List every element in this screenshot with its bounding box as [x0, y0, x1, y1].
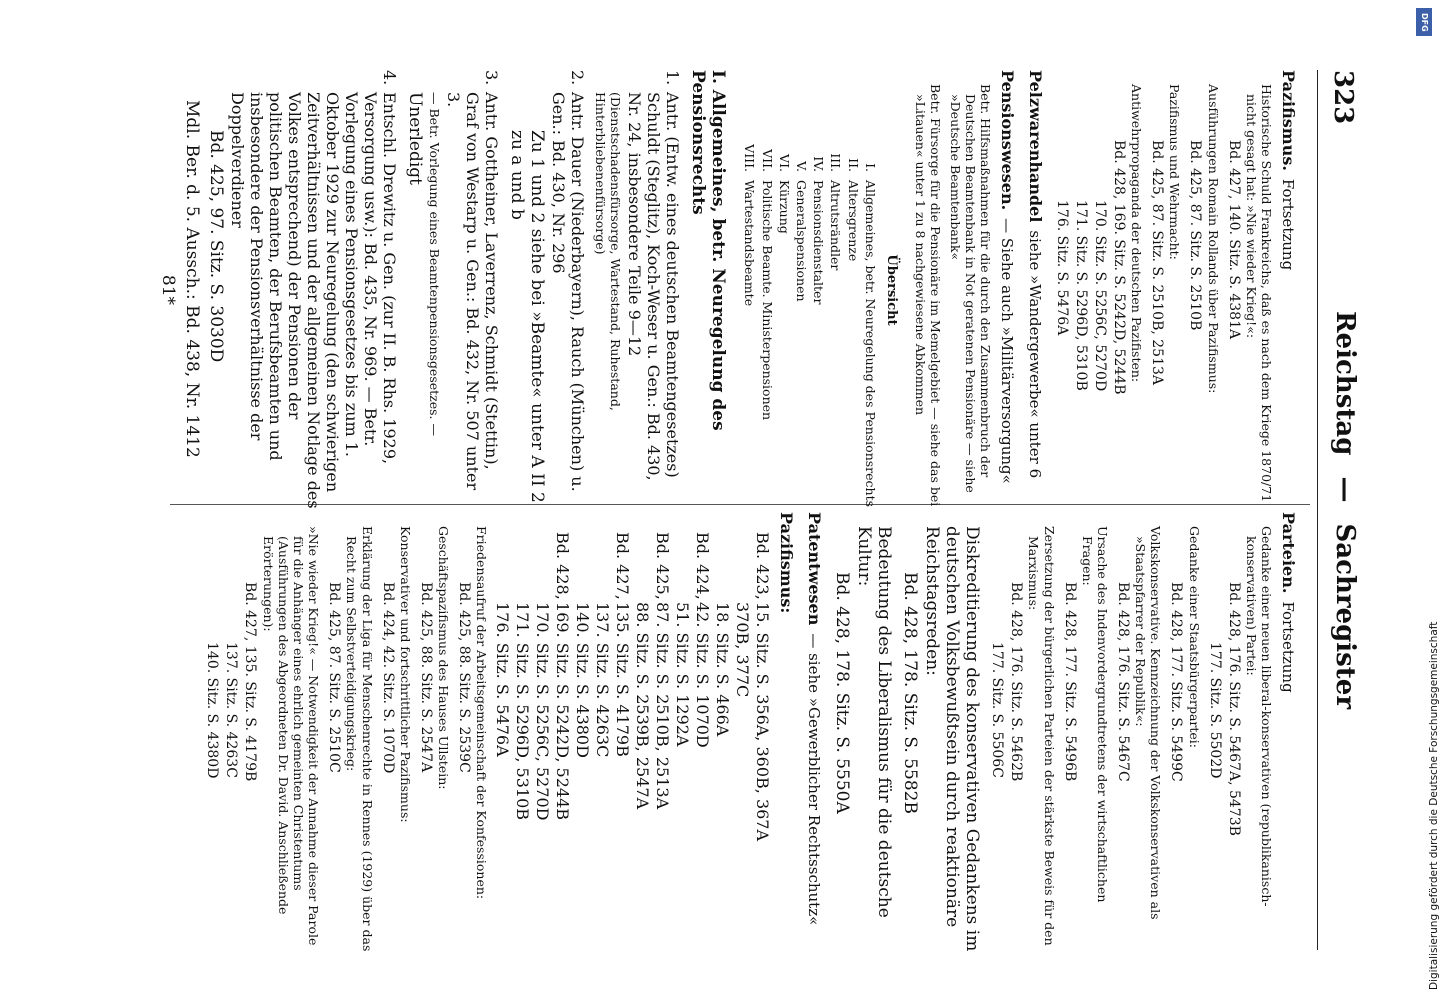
- pazifismus-reference-row: [553, 532, 572, 952]
- sitting-reference: 88. Sitz. S. 2539B, 2547A: [633, 602, 653, 810]
- overview-roman: VI.: [776, 154, 792, 172]
- overview-item: [777, 130, 792, 510]
- index-reference: Bd. 425, 87. Sitz. S. 2510B: [1187, 140, 1204, 331]
- index-entry: Betr. Fürsorge für die Pensionäre im Memelgebiet — siehe das bei »Litauen« unter 1 zu 8 nachgewiesene Abkommen: [913, 84, 944, 507]
- index-reference: 170. Sitz. S. 5256C, 5270D: [1091, 200, 1108, 392]
- overview-roman: IV.: [811, 156, 827, 172]
- pazifismus-reference-list: [493, 512, 772, 952]
- sitting-reference: 135. Sitz. S. 4179B: [613, 602, 633, 757]
- sitting-reference: 87. Sitz. S. 2510B, 2513A: [653, 602, 673, 810]
- column-left-printed: [201, 512, 1306, 952]
- index-reference: 177. Sitz. S. 5502D: [1206, 642, 1223, 779]
- index-entry: Ausführungen Romain Rollands über Pazifismus:: [1205, 84, 1221, 394]
- volume-label: Bd. 428,: [553, 532, 573, 600]
- overview-list: [742, 70, 878, 510]
- overview-roman: VII.: [759, 149, 775, 172]
- entry-status: Unerledigt: [405, 92, 426, 185]
- overview-text: Pensionsdienstalter: [811, 180, 827, 305]
- index-reference: Bd. 428, 178. Sitz. S. 5550A: [832, 572, 853, 814]
- volume-label: [633, 532, 652, 602]
- index-reference: Bd. 428, 176. Sitz. S. 5467C: [1114, 582, 1131, 782]
- numbered-entry: 2. Antr. Dauer (Niederbayern), Rauch (München) u. Gen.: Bd. 430, Nr. 296: [549, 70, 588, 492]
- overview-item: [759, 130, 774, 510]
- running-title: [1330, 70, 1360, 950]
- volume-label: [593, 532, 612, 602]
- page-number: 323: [1328, 70, 1358, 125]
- volume-label: Bd. 427,: [613, 532, 633, 600]
- pensionswesen-heading: Pensionswesen.— Siehe auch »Militärversorgung«: [997, 70, 1017, 484]
- overview-roman: I.: [862, 163, 878, 172]
- index-entry: Pazifismus und Wehrmacht:: [1167, 84, 1183, 260]
- overview-item: [828, 130, 843, 510]
- numbered-entry: 4. Entschl. Drewitz u. Gen. (zur II. B. Rhs. 1929, Versorgung usw.): Bd. 435, Nr. 969. — Betr. Vorlegung eines Pensionsgesetzes bis zum 1. Oktober 1929 zur Neuregelung (den schwierigen Zeitverhältnissen und der allgemeinen Notlage des Volkes entsprechend) der Pensionen der politischen Beamten, der Berufsbeamten und insbesondere der Pensionsverhältnisse der Doppelverdiener: [228, 70, 400, 509]
- volume-label: Bd. 423,: [753, 532, 773, 600]
- volume-label: [533, 532, 552, 602]
- index-reference: Bd. 428, 178. Sitz. S. 5582B: [900, 572, 921, 814]
- sitting-reference: 15. Sitz. S. 356A, 360B, 367A: [753, 602, 773, 842]
- index-reference: Bd. 425, 88. Sitz. S. 2539C: [455, 582, 472, 773]
- overview-item: [863, 130, 878, 510]
- overview-item: [742, 130, 757, 510]
- overview-title: Übersicht: [883, 254, 899, 326]
- sitting-reference: 18. Sitz. S. 466A: [713, 602, 733, 737]
- volume-label: [673, 532, 692, 602]
- patentwesen-heading: Patentwesen— siehe »Gewerblicher Rechtsschutz«: [805, 512, 825, 926]
- overview-text: Kürzung: [776, 180, 792, 234]
- sitting-reference: 171. Sitz. S. 5296D, 5310B: [513, 602, 533, 821]
- sitting-reference: 170. Sitz. S. 5256C, 5270D: [533, 602, 553, 821]
- index-entry: Gedanke einer Staatsbürgerpartei:: [1186, 526, 1202, 749]
- entry-note: — Betr. Vorlegung eines Beamtenpensionsgesetzes. —: [427, 92, 443, 437]
- index-reference: Bd. 428, 177. Sitz. S. 5499C: [1168, 582, 1185, 782]
- pazifismus-reference-row: [573, 532, 592, 952]
- numbered-entry: 1. Antr. (Entw. eines deutschen Beamtengesetzes) Schuldt (Steglitz), Koch-Weser u. Gen.: Bd. 430, Nr. 24, insbesondere Teile 9—12: [625, 70, 683, 481]
- index-entry: »Nie wieder Krieg!« — Notwendigkeit der Annahme dieser Parole für die Anhänger eines ehrlich gemeinten Christentums (Ausführungen des Abgeordneten Dr. David. Anschließende Erörterungen):: [260, 526, 322, 946]
- volume-label: Bd. 425,: [653, 532, 673, 600]
- pazifismus-reference-row: [693, 532, 712, 952]
- index-reference: Mdl. Ber. d. 5. Aussch.: Bd. 438, Nr. 1412: [182, 100, 203, 458]
- pazifismus-reference-row: [673, 532, 692, 952]
- index-reference: Bd. 427, 140. Sitz. S. 4381A: [1225, 140, 1242, 340]
- title-right: Sachregister: [1330, 523, 1360, 710]
- index-reference: Bd. 427, 135. Sitz. S. 4179B: [242, 582, 259, 782]
- volume-label: [493, 532, 512, 602]
- pazifismus-reference-row: [533, 532, 552, 952]
- index-entry: Friedensaufruf der Arbeitsgemeinschaft der Konfessionen:: [474, 526, 490, 900]
- parteien-heading: Parteien.Fortsetzung: [1279, 512, 1298, 693]
- index-reference: Bd. 424, 42. Sitz. S. 1070D: [379, 582, 396, 774]
- index-reference: Bd. 428, 169. Sitz. S. 5242D, 5244B: [1110, 140, 1127, 395]
- pazifismus-reference-row: [593, 532, 612, 952]
- pazifismus-reference-row: [513, 532, 532, 952]
- index-reference: Bd. 425, 87. Sitz. S. 2510B, 2513A: [1149, 140, 1166, 386]
- index-entry: Volkskonservative. Kennzeichnung der Volkskonservativen als »Staatspfarrer der Republik«:: [1133, 526, 1164, 920]
- sitting-reference: 42. Sitz. S. 1070D: [693, 602, 713, 748]
- index-reference: Bd. 428, 176. Sitz. S. 5467A, 5473B: [1225, 582, 1242, 836]
- pazifismus-reference-row: [713, 532, 732, 952]
- sitting-reference: 137. Sitz. S. 4263C: [593, 602, 613, 758]
- index-entry: Betr. Hilfsmaßnahmen für die durch den Zusammenbruch der Deutschen Beamtenbank in Not geratenen Pensionäre — siehe »Deutsche Beamtenbank«: [947, 84, 993, 493]
- overview-text: Generalspensionen: [793, 180, 809, 302]
- sitting-reference: 370B, 377C: [733, 602, 753, 698]
- overview-roman: VIII.: [742, 144, 758, 172]
- pelzwarenhandel-heading: Pelzwarenhandelsiehe »Wandergewerbe« unter 6: [1025, 70, 1045, 479]
- overview-item: [811, 130, 826, 510]
- index-entry: Ursache des Indenvordergrundtretens der wirtschaftlichen Fragen:: [1079, 526, 1110, 903]
- index-reference: 176. Sitz. S. 5476A: [1053, 200, 1070, 336]
- dfg-logo: DFG: [1416, 8, 1432, 36]
- volume-label: [733, 532, 752, 602]
- section-title: I. Allgemeines, betr. Neuregelung des Pensionsrechts: [688, 70, 729, 431]
- pazifismus-heading-left: Pazifismus:: [777, 512, 797, 614]
- sitting-reference: 176. Sitz. S. 5476A: [493, 602, 513, 757]
- signature-mark: 81*: [158, 274, 179, 306]
- volume-label: [513, 532, 532, 602]
- overview-item: [845, 130, 860, 510]
- index-entry: Gedanke einer neuen liberal-konservativen (republikanisch-konservativen) Partei:: [1243, 526, 1274, 907]
- volume-label: Bd. 424,: [693, 532, 713, 600]
- overview-text: Altersgrenze: [845, 180, 861, 262]
- overview-roman: III.: [828, 153, 844, 172]
- index-entry: Erklärung der Liga für Menschenrechte in Rennes (1929) über das Recht zum Selbstverteidigungskrieg:: [344, 526, 375, 952]
- funding-note-text: Digitalisierung gefördert durch die Deutsche Forschungsgemeinschaft: [1428, 621, 1440, 990]
- index-reference: Bd. 425, 87. Sitz. S. 2510C: [326, 582, 343, 773]
- index-entry: Antiwehrpropaganda der deutschen Pazifisten:: [1129, 84, 1145, 383]
- pazifismus-reference-row: [733, 532, 752, 952]
- index-reference: 140. Sitz. S. 4380D: [204, 642, 221, 779]
- page-header: [1317, 70, 1364, 950]
- overview-text: Politische Beamte. Ministerpensionen: [759, 180, 775, 421]
- overview-roman: V.: [793, 161, 809, 172]
- pazifismus-reference-row: [753, 532, 772, 952]
- overview-text: Allgemeines, betr. Neuregelung des Pensionsrechts: [862, 180, 878, 508]
- numbered-entry: 3. Antr. Gottheiner, Laverrenz, Schmidt (Stettin), Graf von Westarp u. Gen.: Bd. 432, Nr. 507 unter 3.: [444, 70, 502, 491]
- index-reference: 171. Sitz. S. 5296D, 5310B: [1072, 200, 1089, 391]
- title-left: Reichstag: [1330, 310, 1360, 456]
- pazifismus-reference-row: [633, 532, 652, 952]
- overview-text: Altrutsrändler: [828, 180, 844, 271]
- index-reference: Bd. 428, 176. Sitz. S. 5462B: [1008, 582, 1025, 782]
- index-reference: Bd. 425, 97. Sitz. S. 3030D: [206, 130, 227, 363]
- overview-roman: II.: [845, 158, 861, 172]
- volume-label: [713, 532, 732, 602]
- pazifismus-reference-row: [653, 532, 672, 952]
- index-entry: Historische Schuld Frankreichs, daß es nach dem Kriege 1870/71 nicht gesagt hat: »Nie wieder Krieg!«:: [1243, 84, 1274, 503]
- pazifismus-heading: Pazifismus.Fortsetzung: [1279, 70, 1298, 271]
- sitting-reference: 51. Sitz. S. 1292A: [673, 602, 693, 747]
- sitting-reference: 140. Sitz. S. 4380D: [573, 602, 593, 758]
- entry-note: (Dienstschadensfürsorge, Wartestand, Ruhestand, Hinterbliebenenfürsorge): [593, 92, 624, 411]
- pazifismus-reference-row: [613, 532, 632, 952]
- index-reference: Bd. 425, 88. Sitz. S. 2547A: [417, 582, 434, 773]
- overview-text: Wartestandsbeamte: [742, 180, 758, 307]
- index-reference: 137. Sitz. S. 4263C: [223, 642, 240, 778]
- index-entry: Konservativer und fortschrittlicher Pazifismus:: [397, 526, 413, 823]
- index-entry-large: Bedeutung des Liberalismus für die deutsche Kultur:: [854, 526, 895, 918]
- title-sep: —: [1330, 476, 1360, 503]
- index-reference: 177. Sitz. S. 5506C: [989, 642, 1006, 778]
- pazifismus-reference-row: [493, 532, 512, 952]
- entry-subnote: Zu 1 und 2 siehe bei »Beamte« unter A II 2 zu a und b: [507, 130, 548, 503]
- column-right-printed: [154, 70, 1306, 510]
- volume-label: [573, 532, 592, 602]
- index-entry-large: Diskreditierung des konservativen Gedankens im deutschen Volksbewußtsein durch reaktionäre Reichstagsreden:: [922, 526, 983, 952]
- sitting-reference: 169. Sitz. S. 5242D, 5244B: [553, 602, 573, 821]
- index-entry: Zersetzung der bürgerlichen Parteien der stärkste Beweis für den Marxismus:: [1026, 526, 1057, 946]
- index-entry: Geschäftspazifismus des Hauses Ullstein:: [435, 526, 451, 790]
- overview-item: [794, 130, 809, 510]
- index-reference: Bd. 428, 177. Sitz. S. 5496B: [1061, 582, 1078, 782]
